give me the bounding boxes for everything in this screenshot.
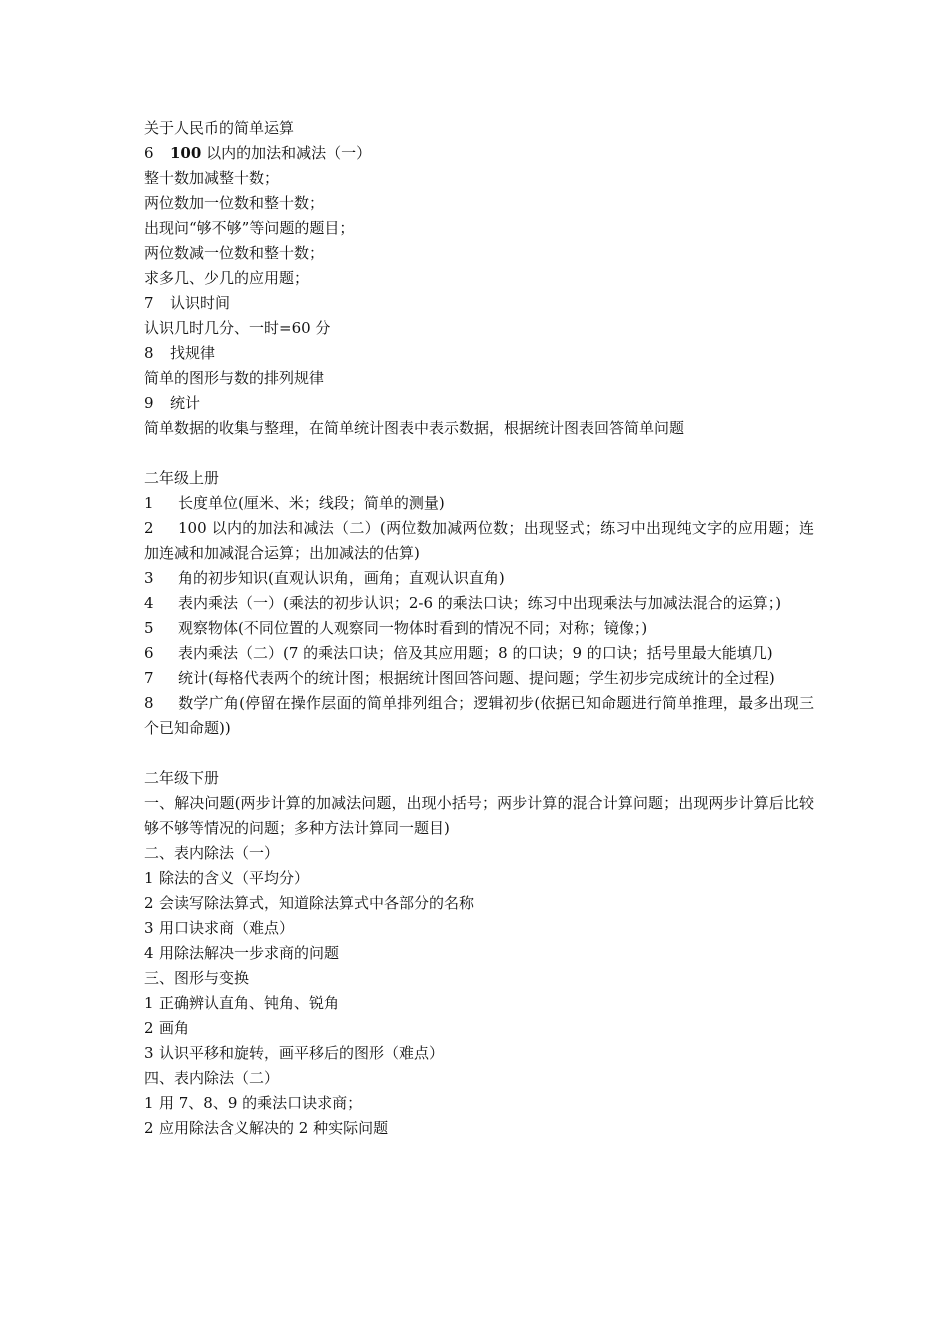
item-text: 100 以内的加法和减法（二）(两位数加减两位数；出现竖式；练习中出现纯文字的应用题；连加连减和加减混合运算；出加减法的估算) xyxy=(144,519,814,562)
item-number: 2 xyxy=(144,894,154,912)
part-title: 四、表内除法（二） xyxy=(144,1069,280,1087)
item-text: 用除法解决一步求商的问题 xyxy=(159,944,340,962)
text-line: 简单数据的收集与整理，在简单统计图表中表示数据，根据统计图表回答简单问题 xyxy=(144,419,685,437)
item-text: 观察物体(不同位置的人观察同一物体时看到的情况不同；对称；镜像；) xyxy=(178,619,648,637)
text-line: 出现问“够不够”等问题的题目； xyxy=(144,219,355,237)
text-line: 整十数加减整十数； xyxy=(144,169,280,187)
item-number: 2 xyxy=(144,519,154,537)
item-number: 7 xyxy=(144,669,154,687)
text-line: 关于人民币的简单运算 xyxy=(144,119,295,137)
item-text: 会读写除法算式，知道除法算式中各部分的名称 xyxy=(159,894,475,912)
list-item xyxy=(144,916,814,941)
unit-bold-number: 100 xyxy=(170,144,202,162)
item-number: 1 xyxy=(144,1094,154,1112)
text-line: 认识几时几分、一时=60 分 xyxy=(144,319,331,337)
unit-title: 统计 xyxy=(170,394,201,412)
part-title: 二、表内除法（一） xyxy=(144,844,280,862)
list-item xyxy=(144,1091,814,1116)
unit-heading-7 xyxy=(144,291,814,316)
text-line: 两位数减一位数和整十数； xyxy=(144,244,325,262)
item-number: 5 xyxy=(144,619,154,637)
item-text: 角的初步知识(直观认识角，画角；直观认识直角) xyxy=(178,569,505,587)
item-number: 4 xyxy=(144,944,154,962)
item-number: 1 xyxy=(144,994,154,1012)
unit-number: 9 xyxy=(144,394,154,412)
unit-heading-9 xyxy=(144,391,814,416)
unit-number: 8 xyxy=(144,344,154,362)
list-item xyxy=(144,566,814,591)
text-line: 求多几、少几的应用题； xyxy=(144,269,310,287)
unit-number: 6 xyxy=(144,144,154,162)
text-line: 两位数加一位数和整十数； xyxy=(144,194,325,212)
item-number: 1 xyxy=(144,494,154,512)
item-number: 8 xyxy=(144,694,154,712)
list-item xyxy=(144,891,814,916)
list-item xyxy=(144,666,814,691)
unit-title: 找规律 xyxy=(170,344,216,362)
unit-heading-6 xyxy=(144,141,814,166)
list-item xyxy=(144,941,814,966)
unit-heading-8 xyxy=(144,341,814,366)
unit-title: 认识时间 xyxy=(170,294,231,312)
list-item xyxy=(144,991,814,1016)
item-text: 表内乘法（一）(乘法的初步认识；2-6 的乘法口诀；练习中出现乘法与加减法混合的运算；) xyxy=(178,594,782,612)
list-item xyxy=(144,866,814,891)
item-number: 3 xyxy=(144,919,154,937)
item-number: 3 xyxy=(144,569,154,587)
text-paragraph: 一、解决问题(两步计算的加减法问题，出现小括号；两步计算的混合计算问题；出现两步计算后比较够不够等情况的问题；多种方法计算同一题目) xyxy=(144,794,814,837)
section-title: 二年级上册 xyxy=(144,469,220,487)
item-text: 用口诀求商（难点） xyxy=(159,919,295,937)
item-number: 3 xyxy=(144,1044,154,1062)
item-text: 应用除法含义解决的 2 种实际问题 xyxy=(159,1119,389,1137)
item-text: 统计(每格代表两个的统计图；根据统计图回答问题、提问题；学生初步完成统计的全过程) xyxy=(178,669,775,687)
text-line: 简单的图形与数的排列规律 xyxy=(144,369,325,387)
list-item xyxy=(144,591,814,616)
item-text: 正确辨认直角、钝角、锐角 xyxy=(159,994,340,1012)
item-text: 数学广角(停留在操作层面的简单排列组合；逻辑初步(依据已知命题进行简单推理，最多出现三个已知命题)) xyxy=(144,694,814,737)
list-item xyxy=(144,616,814,641)
item-text: 认识平移和旋转，画平移后的图形（难点） xyxy=(159,1044,445,1062)
item-number: 6 xyxy=(144,644,154,662)
item-number: 1 xyxy=(144,869,154,887)
spacer xyxy=(144,441,814,466)
list-item xyxy=(144,1016,814,1041)
list-item xyxy=(144,1041,814,1066)
spacer xyxy=(144,741,814,766)
list-item xyxy=(144,516,814,566)
list-item xyxy=(144,1116,814,1141)
item-text: 表内乘法（二）(7 的乘法口诀；倍及其应用题；8 的口诀；9 的口诀；括号里最大能填几) xyxy=(178,644,773,662)
item-text: 除法的含义（平均分） xyxy=(159,869,310,887)
unit-number: 7 xyxy=(144,294,154,312)
section-title: 二年级下册 xyxy=(144,769,220,787)
item-number: 2 xyxy=(144,1119,154,1137)
part-title: 三、图形与变换 xyxy=(144,969,250,987)
list-item xyxy=(144,641,814,666)
list-item xyxy=(144,491,814,516)
list-item xyxy=(144,691,814,741)
item-number: 2 xyxy=(144,1019,154,1037)
item-text: 用 7、8、9 的乘法口诀求商； xyxy=(159,1094,363,1112)
unit-title: 以内的加法和减法（一） xyxy=(206,144,372,162)
item-text: 画角 xyxy=(159,1019,190,1037)
document-page xyxy=(144,116,814,1141)
item-number: 4 xyxy=(144,594,154,612)
item-text: 长度单位(厘米、米；线段；简单的测量) xyxy=(178,494,445,512)
